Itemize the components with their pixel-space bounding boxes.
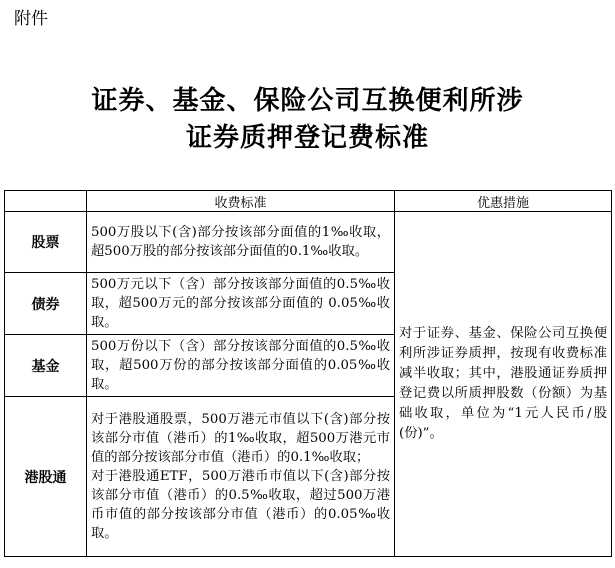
- standard-stock: 500万股以下(含)部分按该部分面值的1‰收取，超500万股的部分按该部分面值的0.1‰收取。: [87, 212, 395, 273]
- header-discount: 优惠措施: [395, 191, 612, 212]
- standard-hk-connect-etf: 对于港股通ETF，500万港币市值以下(含)部分按该部分市值（港币）的0.5‰收取，超过500万港币市值的部分按该部分市值（港币）的0.05‰收取。: [91, 469, 390, 541]
- document-title-line2: 证券质押登记费标准: [185, 123, 429, 153]
- header-standard: 收费标准: [87, 191, 395, 212]
- document-title-line1: 证券、基金、保险公司互换便利所涉: [91, 86, 524, 116]
- category-fund: 基金: [5, 335, 87, 397]
- table-row: [5, 212, 612, 273]
- standard-hk-connect: [87, 397, 395, 557]
- category-bond: 债券: [5, 273, 87, 335]
- standard-fund: 500万份以下（含）部分按该部分面值的0.5‰收取，超500万份的部分按该部分面值的0.05‰收取。: [87, 335, 395, 397]
- category-stock: 股票: [5, 212, 87, 273]
- discount-measures: 对于证券、基金、保险公司互换便利所涉证券质押，按现有收费标准减半收取；其中，港股通证券质押登记费以所质押股数（份额）为基础收取，单位为“1元人民币/股(份)”。: [395, 212, 612, 557]
- standard-hk-connect-stock: 对于港股通股票，500万港元市值以下(含)部分按该部分市值（港币）的1‰收取，超500万港元市值的部分按该部分市值（港币）的0.1‰收取；: [91, 412, 390, 465]
- table-header-row: [5, 191, 612, 212]
- category-hk-connect: 港股通: [5, 397, 87, 557]
- attachment-label: 附件: [14, 9, 48, 29]
- fee-table: [4, 190, 612, 557]
- standard-bond: 500万元以下（含）部分按该部分面值的0.5‰收取，超500万元的部分按该部分面值的 0.05‰收取。: [87, 273, 395, 335]
- header-category: [5, 191, 87, 212]
